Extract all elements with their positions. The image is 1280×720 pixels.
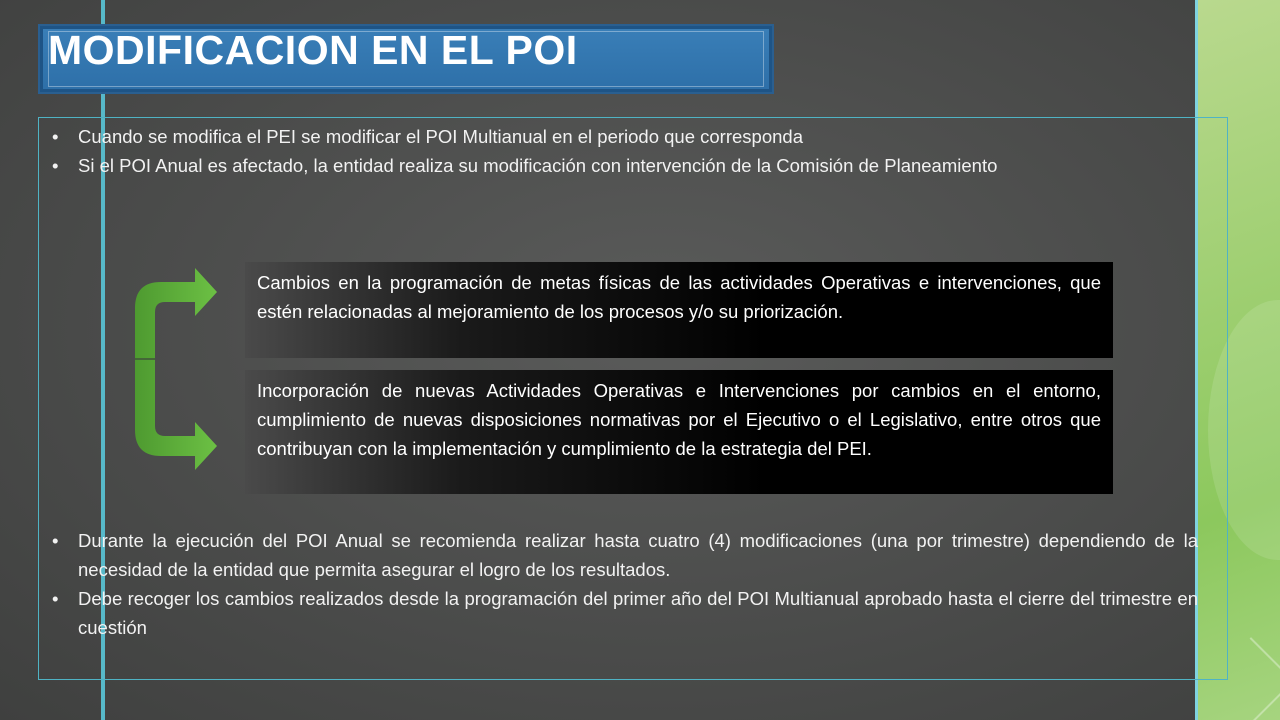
bullet-list-top — [48, 122, 1198, 180]
slide-title: MODIFICACION EN EL POI — [48, 27, 578, 73]
bullet-item: • Debe recoger los cambios realizados desde la programación del primer año del POI Multianual aprobado hasta el cierre del trimestre en cuestión — [48, 584, 1198, 642]
info-box-changes: Cambios en la programación de metas físicas de las actividades Operativas e intervenciones, que estén relacionadas al mejoramiento de los procesos y/o su priorización. — [245, 262, 1113, 358]
bracket-arrows-icon — [125, 260, 225, 490]
info-box-new-activities: Incorporación de nuevas Actividades Operativas e Intervenciones por cambios en el entorno, cumplimiento de nuevas disposiciones normativas por el Ejecutivo o el Legislativo, entre otros que contribuyan con la implementación y cumplimiento de la estrategia del PEI. — [245, 370, 1113, 494]
bullet-list-bottom — [48, 526, 1198, 642]
bullet-item: • Si el POI Anual es afectado, la entidad realiza su modificación con intervención de la Comisión de Planeamiento — [48, 151, 1198, 180]
bullet-item: • Cuando se modifica el PEI se modificar el POI Multianual en el periodo que corresponda — [48, 122, 1198, 151]
bullet-item: • Durante la ejecución del POI Anual se recomienda realizar hasta cuatro (4) modificaciones (una por trimestre) dependiendo de la necesidad de la entidad que permita asegurar el logro de los resultados. — [48, 526, 1198, 584]
